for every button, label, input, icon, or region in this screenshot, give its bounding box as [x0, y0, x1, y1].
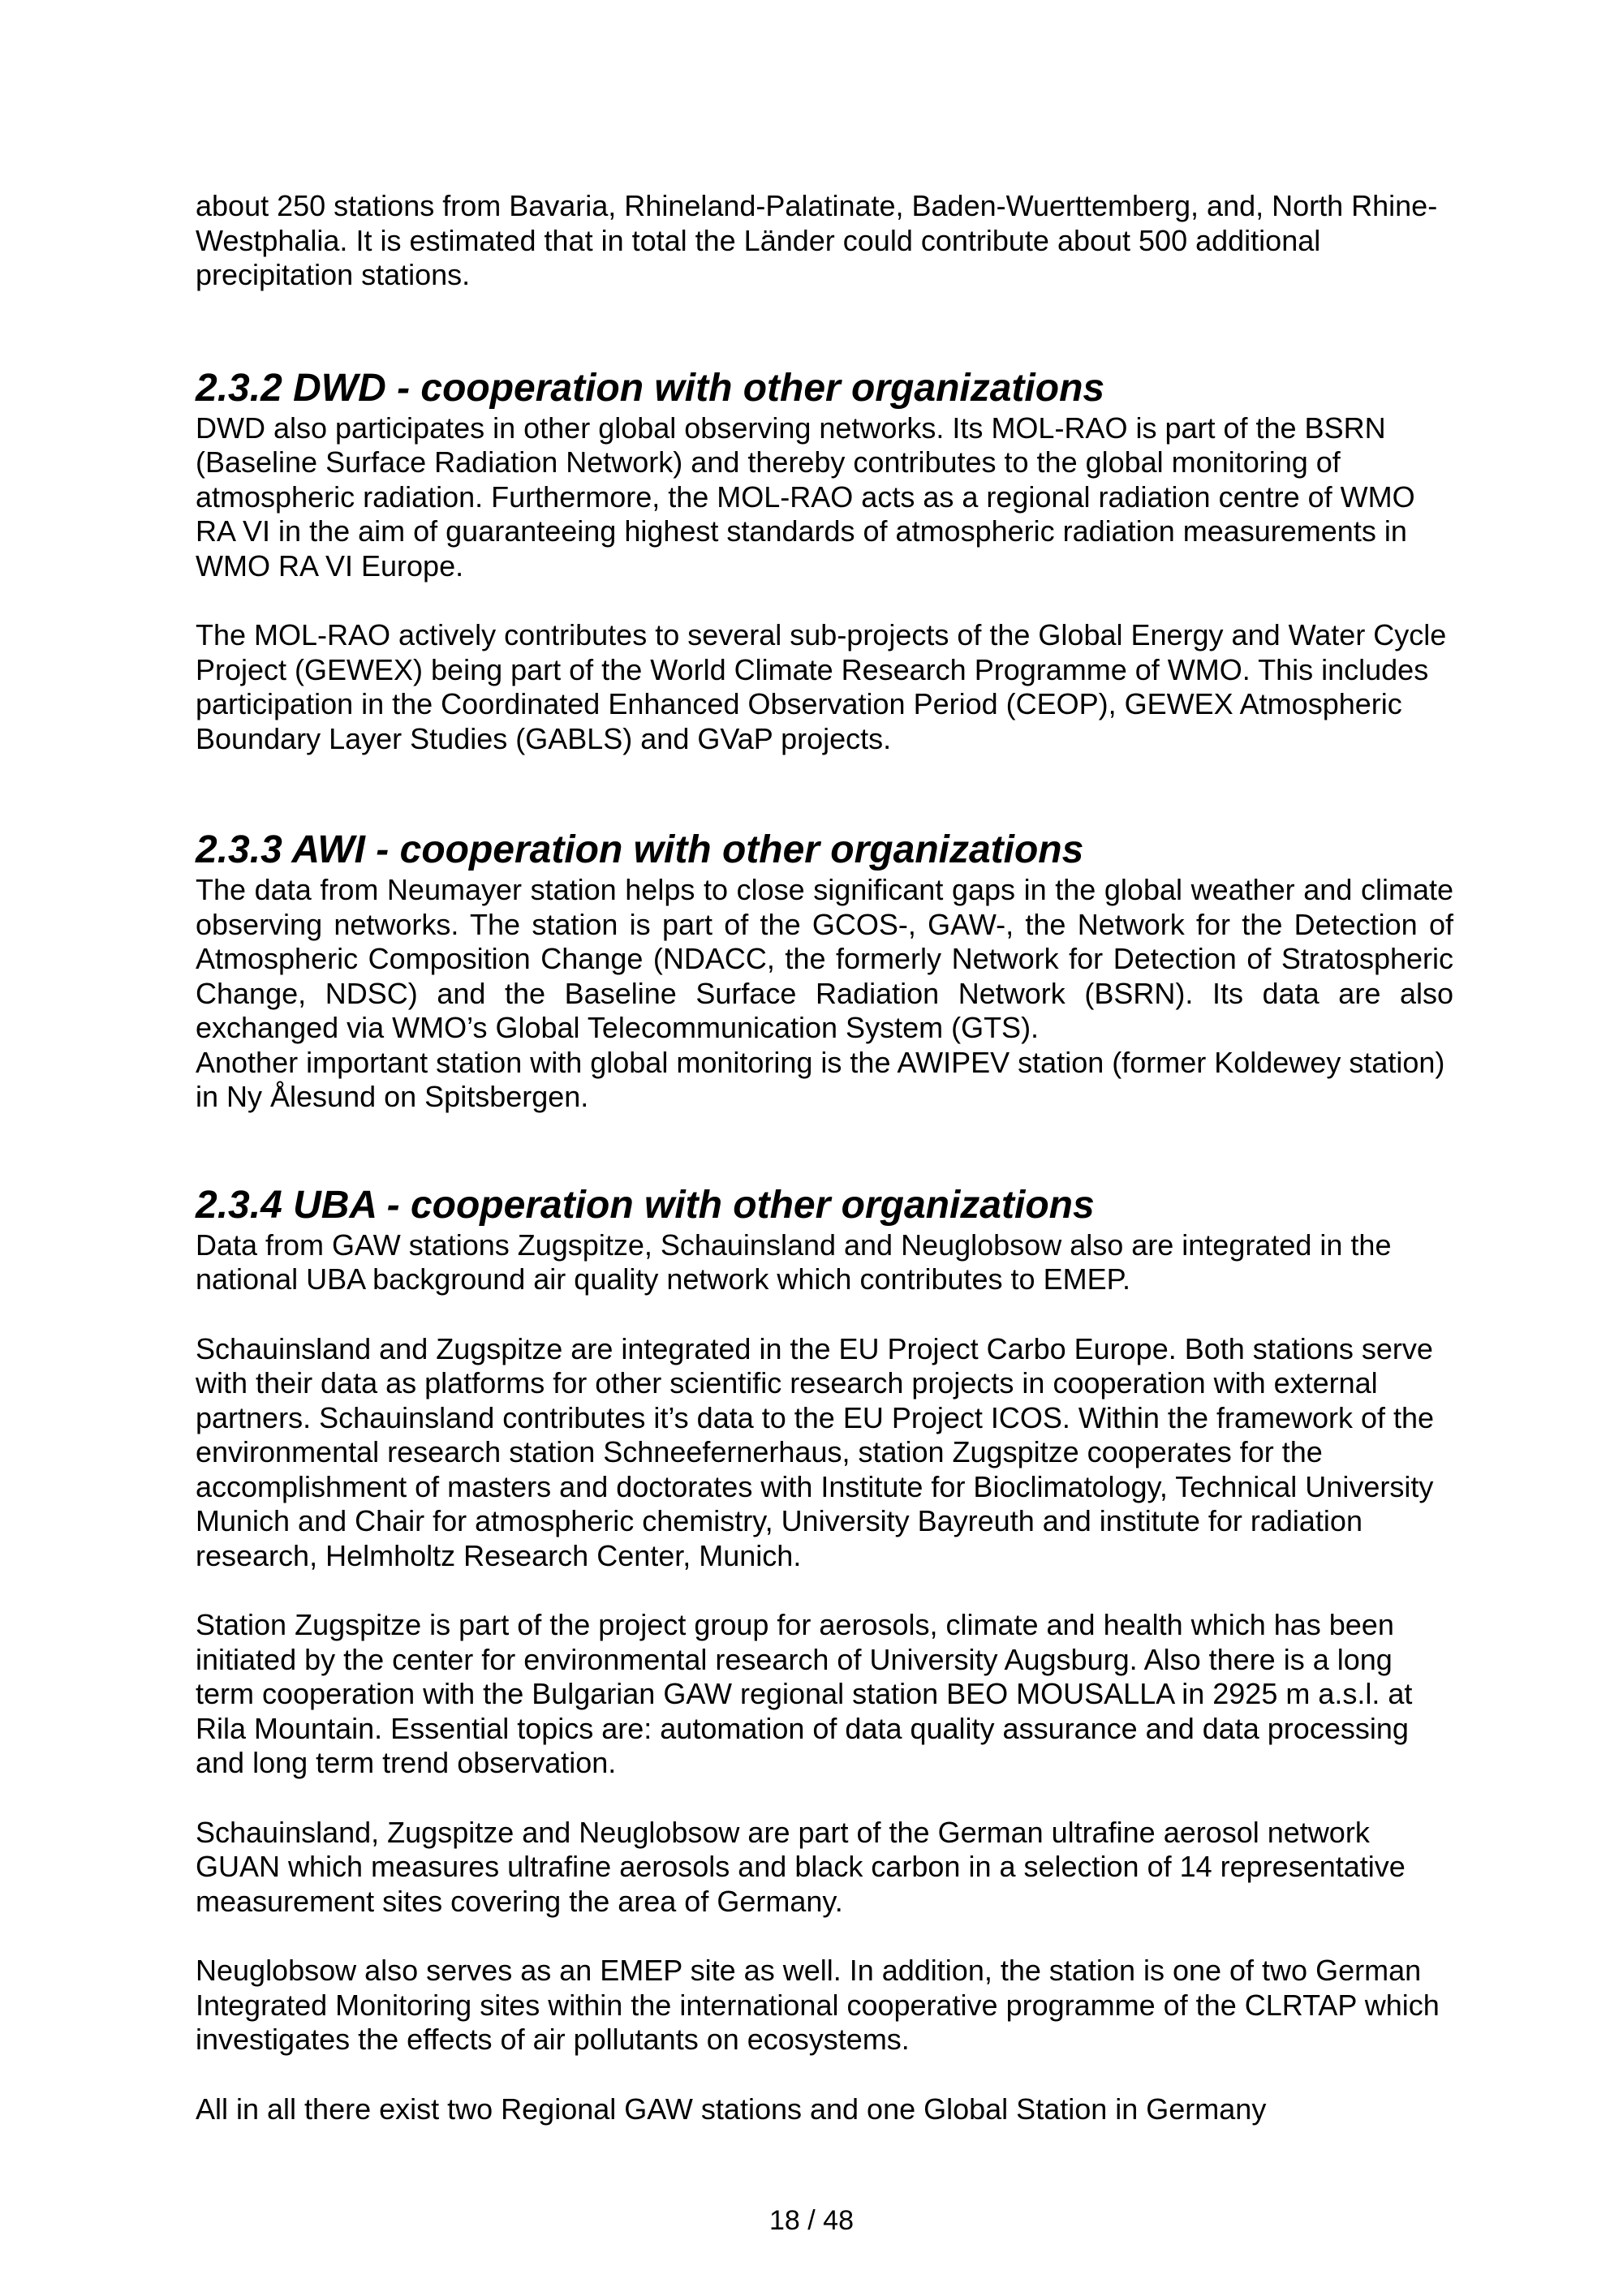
uba-paragraph-5: Neuglobsow also serves as an EMEP site as well. In addition, the station is one of two German Integrated Monitoring sites within the international cooperative programme of the CLRTAP which investigates the effects of air pollutants on ecosystems. — [196, 1954, 1440, 2056]
section-heading-uba: 2.3.4 UBA - cooperation with other organizations — [196, 1183, 1095, 1227]
uba-paragraph-3: Station Zugspitze is part of the project group for aerosols, climate and health which has been initiated by the center for environmental research of University Augsburg. Also there is a long term cooperation with the Bulgarian GAW regional station BEO MOUSALLA in 2925 m a.s.l. at Rila Mountain. Essential topics are: automation of data quality assurance and data processing and long term trend observation. — [196, 1608, 1413, 1779]
section-heading-dwd: 2.3.2 DWD - cooperation with other organizations — [196, 366, 1105, 410]
intro-paragraph: about 250 stations from Bavaria, Rhineland-Palatinate, Baden-Wuerttemberg, and, North Rhine-Westphalia. It is estimated that in total the Länder could contribute about 500 additional precipitation stations. — [196, 189, 1438, 291]
section-uba — [196, 1183, 1453, 2127]
awi-paragraph-1: The data from Neumayer station helps to close significant gaps in the global weather and climate observing networks. The station is part of the GCOS-, GAW-, the Network for the Detection of Atmospheric Composition Change (NDACC, the formerly Network for Detection of Stratospheric Change, NDSC) and the Baseline Surface Radiation Network (BSRN). Its data are also exchanged via WMO’s Global Telecommunication System (GTS). — [196, 873, 1453, 1044]
uba-paragraph-1: Data from GAW stations Zugspitze, Schauinsland and Neuglobsow also are integrated in the national UBA background air quality network which contributes to EMEP. — [196, 1228, 1392, 1296]
section-dwd — [196, 366, 1453, 757]
dwd-paragraph-1: DWD also participates in other global observing networks. Its MOL-RAO is part of the BSRN (Baseline Surface Radiation Network) and thereby contributes to the global monitoring of atmospheric radiation. Furthermore, the MOL-RAO acts as a regional radiation centre of WMO RA VI in the aim of guaranteeing highest standards of atmospheric radiation measurements in WMO RA VI Europe. — [196, 411, 1415, 583]
page-number: 18 / 48 — [769, 2205, 854, 2236]
uba-paragraph-4: Schauinsland, Zugspitze and Neuglobsow are part of the German ultrafine aerosol network GUAN which measures ultrafine aerosols and black carbon in a selection of 14 representative measurement sites covering the area of Germany. — [196, 1815, 1406, 1918]
uba-paragraph-6: All in all there exist two Regional GAW stations and one Global Station in Germany — [196, 2092, 1267, 2126]
awi-paragraph-2: Another important station with global monitoring is the AWIPEV station (former Koldewey station) in Ny Ålesund on Spitsbergen. — [196, 1045, 1445, 1113]
dwd-paragraph-2: The MOL-RAO actively contributes to several sub-projects of the Global Energy and Water Cycle Project (GEWEX) being part of the World Climate Research Programme of WMO. This includes participation in the Coordinated Enhanced Observation Period (CEOP), GEWEX Atmospheric Boundary Layer Studies (GABLS) and GVaP projects. — [196, 618, 1447, 755]
uba-paragraph-2: Schauinsland and Zugspitze are integrated in the EU Project Carbo Europe. Both stations serve with their data as platforms for other scientific research projects in cooperation with external partners. Schauinsland contributes it’s data to the EU Project ICOS. Within the framework of the environmental research station Schneefernerhaus, station Zugspitze cooperates for the accomplishment of masters and doctorates with Institute for Bioclimatology, Technical University Munich and Chair for atmospheric chemistry, University Bayreuth and institute for radiation research, Helmholtz Research Center, Munich. — [196, 1331, 1435, 1572]
section-heading-awi: 2.3.3 AWI - cooperation with other organizations — [196, 828, 1084, 871]
section-awi — [196, 828, 1453, 1115]
page-body — [196, 189, 1453, 2126]
